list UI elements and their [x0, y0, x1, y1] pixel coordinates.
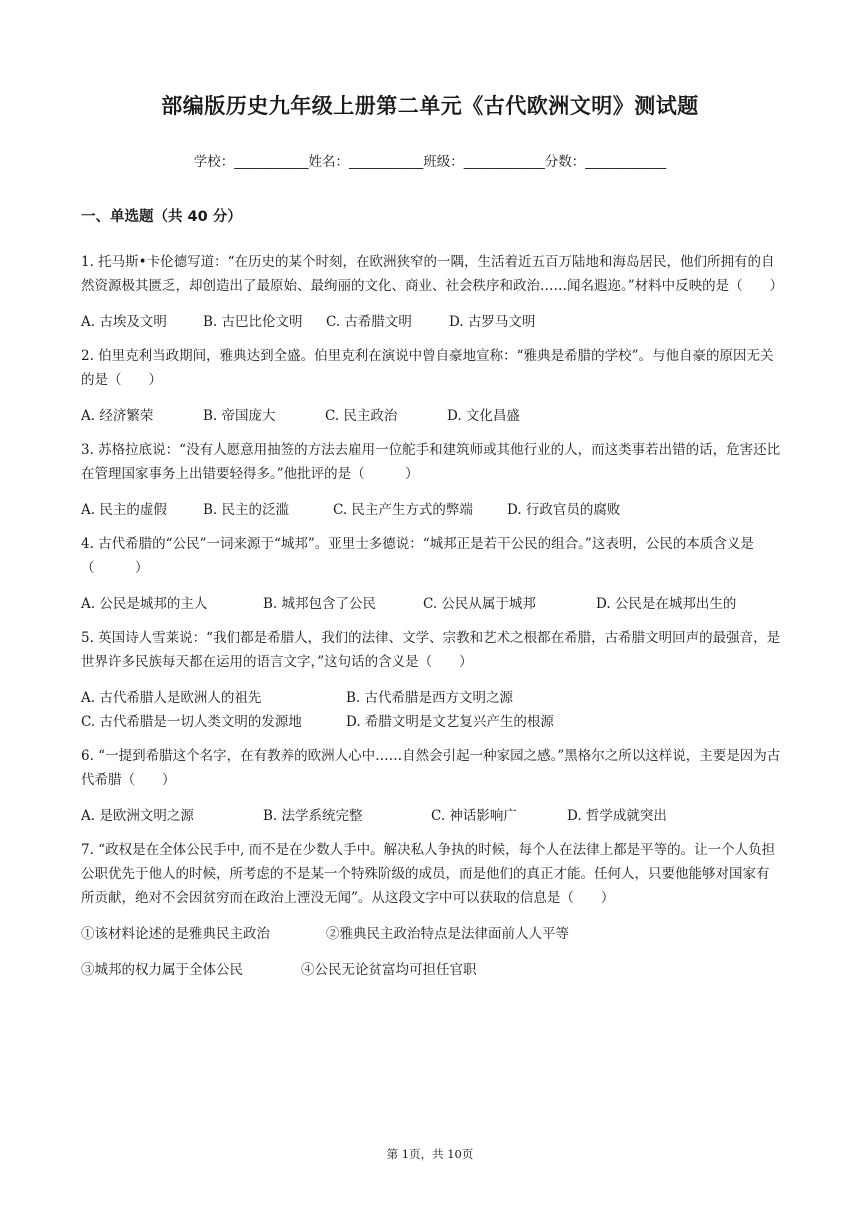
option-d: D. 古罗马文明 — [449, 314, 536, 330]
question-3: 3. 苏格拉底说：“没有人愿意用抽签的方法去雇用一位舵手和建筑师或其他行业的人，而这类事若出错的话，危害还比在管理国家事务上出错要轻得多。”他批评的是（ ） — [81, 442, 781, 482]
option-b: B. 法学系统完整 — [263, 808, 363, 824]
option-c: C. 古希腊文明 — [326, 314, 412, 330]
option-a: A. 是欧洲文明之源 — [81, 808, 194, 824]
statement-3: ③城邦的权力属于全体公民 — [81, 962, 243, 978]
section-heading: 一、单选题（共 40 分） — [81, 209, 242, 225]
page-footer: 第 1页，共 10页 — [386, 1147, 474, 1161]
option-c: C. 神话影响广 — [431, 808, 517, 824]
statement-4: ④公民无论贫富均可担任官职 — [301, 962, 477, 978]
option-a: A. 经济繁荣 — [81, 408, 154, 424]
question-4: 4. 古代希腊的“公民”一词来源于“城邦”。亚里士多德说：“城邦正是若干公民的组合。”这表明，公民的本质含义是（ ） — [81, 536, 754, 576]
option-a: A. 古代希腊人是欧洲人的祖先 — [81, 690, 262, 706]
question-1-options — [81, 310, 781, 334]
question-7-statements-row-1 — [81, 922, 781, 946]
question-4-options — [81, 592, 781, 616]
option-a: A. 民主的虚假 — [81, 502, 167, 518]
question-2: 2. 伯里克利当政期间，雅典达到全盛。伯里克利在演说中曾自豪地宣称：“雅典是希腊的学校”。与他自豪的原因无关的是（ ） — [81, 348, 774, 388]
page-title: 部编版历史九年级上册第二单元《古代欧洲文明》测试题 — [161, 94, 699, 118]
student-info-line: 学校：___________姓名：___________班级：____________分数：____________ — [193, 154, 667, 170]
option-d: D. 公民是在城邦出生的 — [596, 596, 737, 612]
question-5-options — [81, 686, 781, 734]
option-b: B. 古巴比伦文明 — [203, 314, 303, 330]
option-d: D. 希腊文明是文艺复兴产生的根源 — [346, 714, 554, 730]
option-c: C. 古代希腊是一切人类文明的发源地 — [81, 714, 302, 730]
option-d: D. 文化昌盛 — [447, 408, 520, 424]
option-c: C. 民主政治 — [325, 408, 398, 424]
question-6-options — [81, 804, 781, 828]
option-b: B. 民主的泛滥 — [203, 502, 290, 518]
statement-2: ②雅典民主政治特点是法律面前人人平等 — [326, 926, 569, 942]
option-a: A. 公民是城邦的主人 — [81, 596, 208, 612]
option-c: C. 公民从属于城邦 — [423, 596, 536, 612]
option-b: B. 古代希腊是西方文明之源 — [346, 690, 514, 706]
option-b: B. 帝国庞大 — [203, 408, 276, 424]
statement-1: ①该材料论述的是雅典民主政治 — [81, 926, 270, 942]
option-a: A. 古埃及文明 — [81, 314, 167, 330]
question-7: 7. “政权是在全体公民手中, 而不是在少数人手中。解决私人争执的时候，每个人在法律上都是平等的。让一个人负担公职优先于他人的时候，所考虑的不是某一个特殊阶级的成员，而是他们的真正才能。任何人，只要他能够对国家有所贡献，绝对不会因贫穷而在政治上湮没无闻”。从这段文字中可以获取的信息是（ ） — [81, 842, 776, 906]
option-c: C. 民主产生方式的弊端 — [333, 502, 473, 518]
question-7-statements-row-2 — [81, 958, 781, 982]
question-list — [81, 250, 784, 982]
question-1: 1. 托马斯•卡伦德写道：“在历史的某个时刻，在欧洲狭窄的一隅，生活着近五百万陆地和海岛居民，他们所拥有的自然资源极其匮乏，却创造出了最原始、最绚丽的文化、商业、社会秩序和政治……闻名遐迩。”材料中反映的是（ ） — [81, 254, 784, 294]
option-d: D. 行政官员的腐败 — [507, 502, 621, 518]
question-6: 6. “一提到希腊这个名字，在有教养的欧洲人心中……自然会引起一种家园之感。”黑格尔之所以这样说，主要是因为古代希腊（ ） — [81, 748, 781, 788]
question-5: 5. 英国诗人雪莱说：“我们都是希腊人，我们的法律、文学、宗教和艺术之根都在希腊，古希腊文明回声的最强音，是世界许多民族每天都在运用的语言文字，”这句话的含义是（ ） — [81, 630, 781, 670]
question-3-options — [81, 498, 781, 522]
option-d: D. 哲学成就突出 — [567, 808, 667, 824]
option-b: B. 城邦包含了公民 — [263, 596, 377, 612]
question-2-options — [81, 404, 781, 428]
